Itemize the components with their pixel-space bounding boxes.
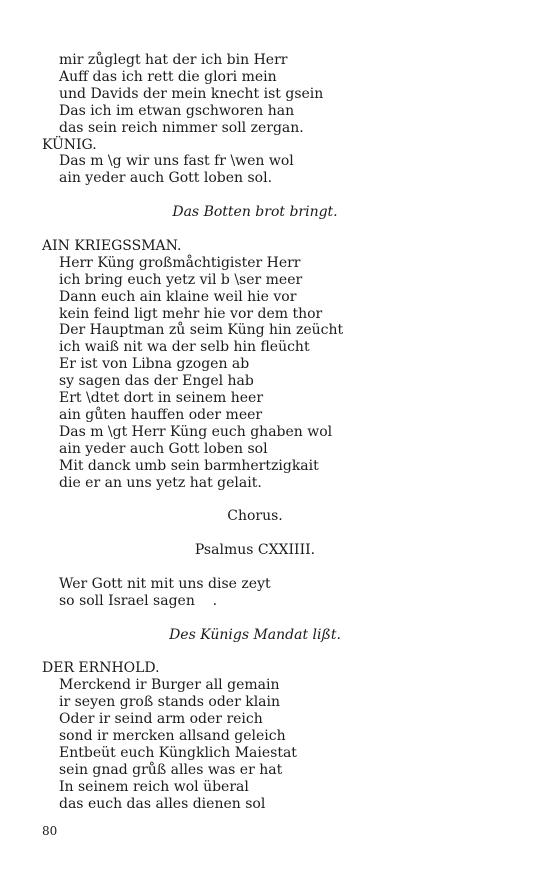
verse-line: kein feind ligt mehr hie vor dem thor: [59, 305, 323, 322]
verse-line: ich waiß nit wa der selb hin fleücht: [59, 339, 310, 356]
verse-line: ain yeder auch Gott loben sol.: [59, 170, 273, 187]
section-heading: Psalmus CXXIIII.: [194, 542, 316, 559]
verse-line: Mit danck umb sein barmhertzigkait: [59, 457, 319, 474]
verse-line: mir zůglegt hat der ich bin Herr: [59, 52, 288, 68]
verse-line: Herr Küng großmåchtigister Herr: [59, 254, 301, 271]
verse-line: Das m \g wir uns fast fr \wen wol: [59, 153, 294, 170]
stage-direction: Das Botten brot bringt.: [172, 204, 338, 221]
speaker-name: DER ERNHOLD.: [42, 660, 160, 677]
speaker-name: KÜNIG.: [42, 136, 97, 153]
verse-line: Das ich im etwan gschworen han: [59, 102, 295, 119]
stage-direction: Des Künigs Mandat lißt.: [169, 626, 341, 643]
verse-line: Oder ir seind arm oder reich: [59, 711, 263, 728]
verse-line: Wer Gott nit mit uns dise zeyt: [59, 575, 271, 592]
verse-line: Auff das ich rett die glori mein: [59, 68, 277, 85]
verse-line: In seinem reich wol überal: [59, 778, 249, 795]
page-number: 80: [42, 824, 58, 838]
verse-line: sond ir mercken allsand geleich: [59, 728, 286, 744]
verse-line: so soll Israel sagen .: [59, 592, 218, 609]
verse-line: die er an uns yetz hat gelait.: [59, 474, 262, 491]
speaker-name: AIN KRIEGSSMAN.: [42, 237, 182, 254]
verse-line: Ert \dtet dort in seinem heer: [59, 390, 264, 406]
verse-line: Entbeüt euch Küngklich Maiestat: [59, 744, 297, 761]
section-heading: Chorus.: [227, 508, 283, 525]
verse-line: sein gnad grůß alles was er hat: [59, 761, 283, 778]
verse-line: ir seyen groß stands oder klain: [59, 694, 281, 711]
verse-line: und Davids der mein knecht ist gsein: [59, 85, 324, 102]
verse-line: sy sagen das der Engel hab: [59, 373, 254, 390]
verse-line: Der Hauptman zů seim Küng hin zeücht: [59, 322, 344, 339]
verse-line: das euch das alles dienen sol: [59, 795, 266, 812]
verse-line: ain gůten hauffen oder meer: [59, 406, 263, 423]
verse-line: ain yeder auch Gott loben sol: [59, 440, 268, 457]
verse-line: ich bring euch yetz vil b \ser meer: [59, 271, 303, 288]
verse-line: Er ist von Libna gzogen ab: [59, 356, 250, 373]
verse-line: Dann euch ain klaine weil hie vor: [59, 288, 297, 305]
verse-line: das sein reich nimmer soll zergan.: [59, 119, 304, 136]
verse-line: Merckend ir Burger all gemain: [59, 677, 280, 694]
verse-line: Das m \gt Herr Küng euch ghaben wol: [59, 423, 333, 440]
